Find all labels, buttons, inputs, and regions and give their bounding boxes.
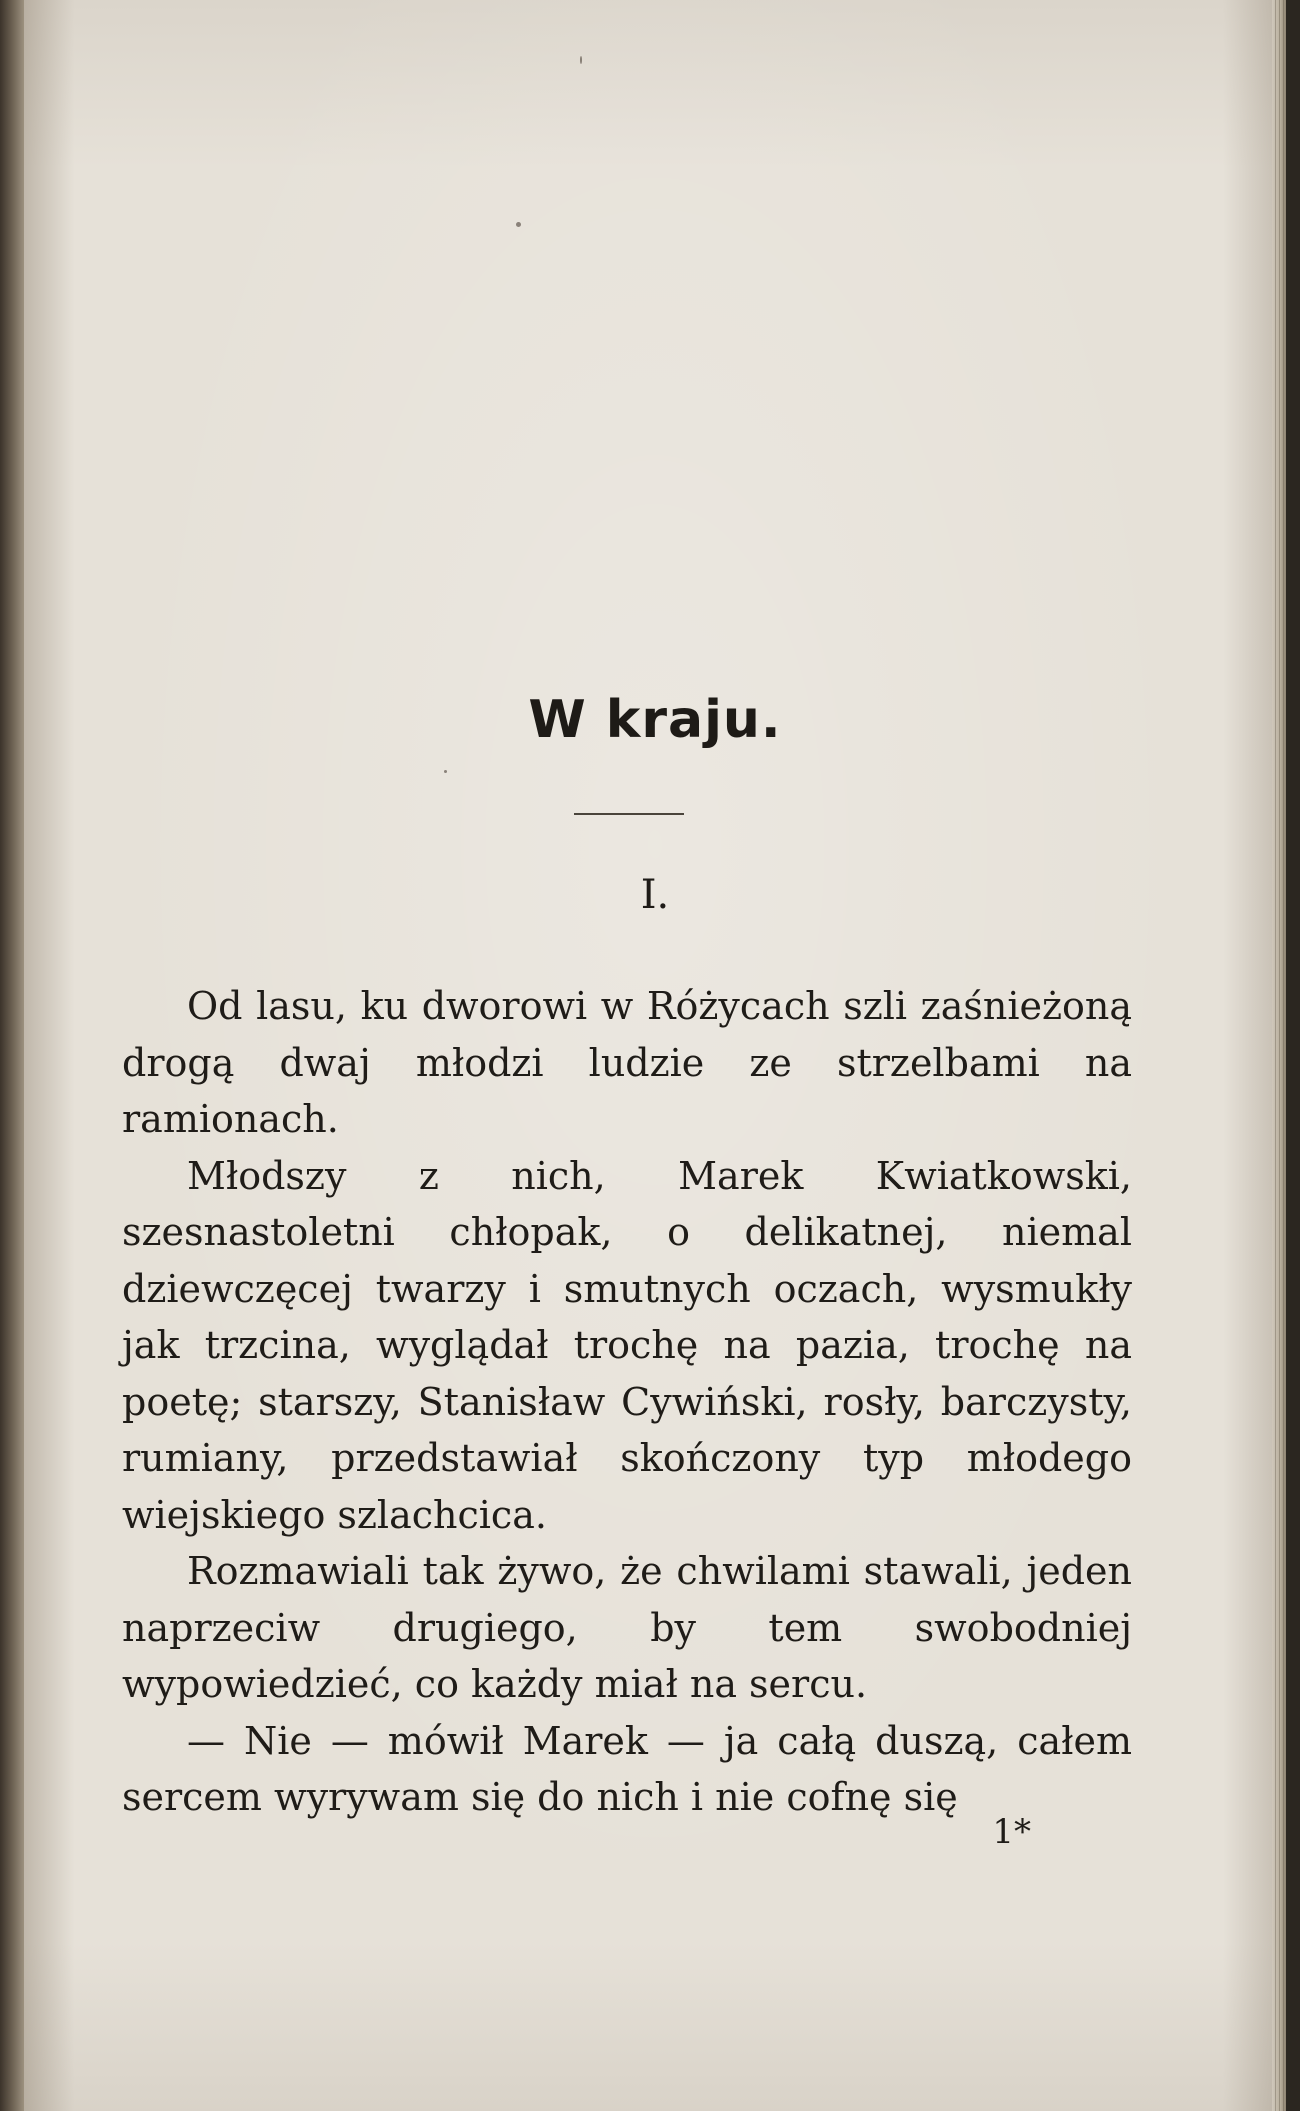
paper-speck [516, 222, 521, 227]
chapter-title: W kraju. [528, 690, 782, 750]
paragraph: — Nie — mówił Marek — ja całą duszą, całem sercem wyrywam się do nich i nie cofnę się [122, 1718, 1132, 1819]
paragraph: Od lasu, ku dworowi w Różycach szli zaśnieżoną drogą dwaj młodzi ludzie ze strzelbami na ramionach. [122, 984, 1132, 1141]
paper-speck [580, 56, 582, 64]
book-page [24, 0, 1286, 2111]
paragraph: Młodszy z nich, Marek Kwiatkowski, szesnastoletni chłopak, o delikatnej, niemal dziewczęcej twarzy i smutnych oczach, wysmukły jak trzcina, wyglądał trochę na pazia, trochę na poetę; starszy, Stanisław Cywiński, rosły, barczysty, rumiany, przedstawiał skończony typ młodego wiejskiego szlachcica. [122, 1153, 1132, 1537]
section-number: I. [640, 872, 670, 918]
body-text [122, 978, 1132, 1826]
page-edge-right [1272, 0, 1286, 2111]
paper-speck [444, 770, 447, 773]
title-divider [574, 813, 684, 815]
paragraph: Rozmawiali tak żywo, że chwilami stawali, jeden naprzeciw drugiego, by tem swobodniej wypowiedzieć, co każdy miał na sercu. [122, 1549, 1132, 1706]
signature-mark: 1* [992, 1812, 1031, 1852]
